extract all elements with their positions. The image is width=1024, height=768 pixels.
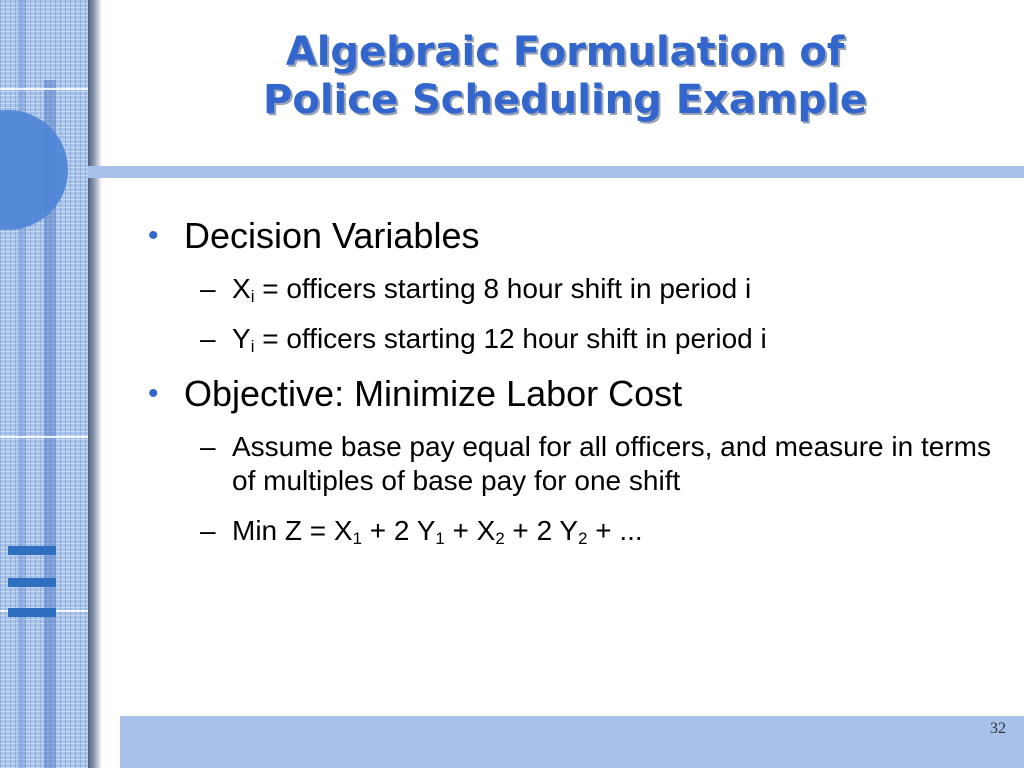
dash-icon: – bbox=[200, 323, 216, 354]
strip-line bbox=[0, 88, 88, 90]
sub-bullet-assumption bbox=[200, 430, 1008, 498]
sub-bullet-x-definition bbox=[200, 272, 1008, 306]
definition-text: = officers starting 8 hour shift in period i bbox=[254, 273, 752, 304]
bullet-decision-variables bbox=[148, 214, 1008, 258]
bullet-dot-icon: • bbox=[148, 219, 159, 252]
page-number: 32 bbox=[990, 720, 1006, 737]
bullet-text: Objective: Minimize Labor Cost bbox=[184, 373, 683, 414]
strip-block bbox=[8, 578, 56, 587]
title-line-2: Police Scheduling Example bbox=[263, 77, 867, 123]
strip-block bbox=[8, 546, 56, 555]
sub-bullet-y-definition bbox=[200, 322, 1008, 356]
bullet-dot-icon: • bbox=[148, 377, 159, 410]
objective-formula: Min $Z = X_1 + 2$ $Y_1 + X_2 + 2$ $Y_2$ + ... bbox=[232, 515, 643, 549]
decorative-circle bbox=[0, 110, 68, 230]
bullet-text: Decision Variables bbox=[184, 215, 480, 256]
variable-y: Y bbox=[232, 323, 251, 354]
subscript: i bbox=[250, 287, 255, 307]
bullet-objective bbox=[148, 372, 1008, 416]
subscript: i bbox=[250, 337, 255, 357]
definition-text: = officers starting 12 hour shift in period i bbox=[254, 323, 767, 354]
strip-block bbox=[8, 608, 56, 617]
slide-body bbox=[148, 214, 1008, 564]
variable-x: X bbox=[232, 273, 251, 304]
footer-band bbox=[120, 716, 1024, 768]
dash-icon: – bbox=[200, 273, 216, 304]
title-line-1: Algebraic Formulation of bbox=[285, 29, 845, 75]
sub-bullet-text: Assume base pay equal for all officers, and measure in terms of multiples of base pay for one shift bbox=[232, 431, 991, 496]
title-divider bbox=[88, 166, 1024, 178]
sub-bullet-text bbox=[232, 322, 1008, 356]
strip-shadow bbox=[88, 0, 102, 768]
decorative-side-strip bbox=[0, 0, 88, 768]
sub-bullet-text bbox=[232, 272, 1008, 306]
dash-icon: – bbox=[200, 431, 216, 462]
sub-bullet-formula bbox=[200, 514, 1008, 548]
dash-icon: – bbox=[200, 515, 216, 546]
slide-title bbox=[130, 28, 1000, 124]
strip-line bbox=[0, 436, 88, 438]
